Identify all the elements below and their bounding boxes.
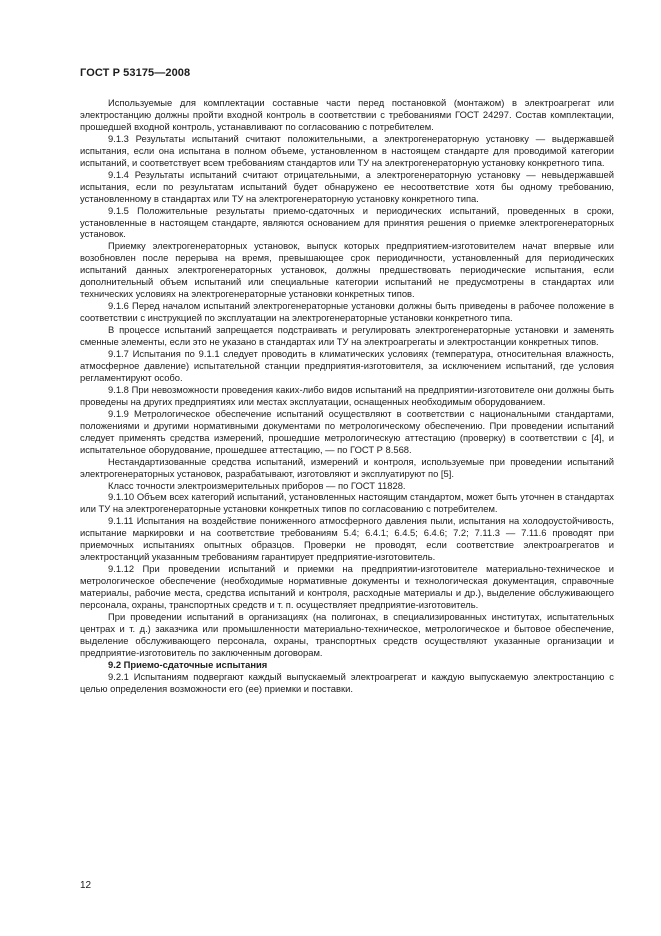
paragraph-9-1-5: 9.1.5 Положительные результаты приемо-сдаточных и периодических испытаний, проведенных в сроки, установленные в настоящем стандарте, являются основанием для принятия решения о приемке электрогенераторных установок. bbox=[80, 204, 614, 240]
paragraph-nonstandard-means: Нестандартизованные средства испытаний, измерений и контроля, используемые при проведении испытаний электрогенераторных установок, разрабатывают, изготовляют и эксплуатируют по [5]. bbox=[80, 455, 614, 479]
paragraph-9-1-4: 9.1.4 Результаты испытаний считают отрицательными, а электрогенераторную установку — невыдержавшей испытания, если по результатам испытаний будет обнаружено ее несоответствие хотя бы одному требованию, установленному в стандартах или ТУ на электрогенераторную установку конкретного типа. bbox=[80, 168, 614, 204]
section-heading-9-2: 9.2 Приемо-сдаточные испытания bbox=[108, 658, 268, 670]
paragraph-9-1-10: 9.1.10 Объем всех категорий испытаний, установленных настоящим стандартом, может быть уточнен в стандартах или ТУ на электрогенераторные установки конкретных типов по согласованию с потребителем. bbox=[80, 491, 614, 515]
paragraph-9-1-7: 9.1.7 Испытания по 9.1.1 следует проводить в климатических условиях (температура, относительная влажность, атмосферное давление) испытательной станции предприятия-изготовителя, за исключением испытаний, где условия регламентируют особо. bbox=[80, 348, 614, 383]
paragraph-9-1-11: 9.1.11 Испытания на воздействие пониженного атмосферного давления пыли, испытания на холодоустойчивость, испытание маркировки и на соответствие требованиям 5.4; 6.4.1; 6.4.5; 6.4.6; 7.2; 7.11.3 — 7.11.6 проводят при приемочных испытаниях опытных образцов. Проверки не проводят, если соответствие электроагрегатов и электростанций указанным требованиям гарантирует предприятие-изготовитель. bbox=[80, 515, 614, 563]
paragraph-external-organizations: При проведении испытаний в организациях (на полигонах, в специализированных институтах, испытательных центрах и т. д.) заказчика или промышленности материально-техническое, метрологическое и бытовое обеспечение, выделение обслуживающего персонала, охраны, транспортных средств осуществляют указанные организации и предприятие-изготовитель по заключенным договорам. bbox=[80, 610, 614, 658]
paragraph-9-2-1: 9.2.1 Испытаниям подвергают каждый выпускаемый электроагрегат и каждую выпускаемую электростанцию с целью определения возможности его (ее) приемки и поставки. bbox=[80, 670, 614, 694]
paragraph-accuracy-class: Класс точности электроизмерительных приборов — по ГОСТ 11828. bbox=[108, 479, 406, 491]
paragraph-9-1-6: 9.1.6 Перед началом испытаний электрогенераторные установки должны быть приведены в рабочее положение в соответствии с инструкцией по эксплуатации на электрогенераторные установки конкретного типа. bbox=[80, 300, 614, 324]
document-body bbox=[80, 97, 614, 695]
paragraph-9-1-9: 9.1.9 Метрологическое обеспечение испытаний осуществляют в соответствии с национальными стандартами, положениями и другими нормативными документами по метрологическому обеспечению. При проведении испытаний следует применять средства измерений, прошедшие метрологическую аттестацию (проверку) в соответствии с [4], и испытательное оборудование, прошедшее аттестацию, — по ГОСТ Р 8.568. bbox=[80, 407, 614, 455]
paragraph-9-1-3: 9.1.3 Результаты испытаний считают положительными, а электрогенераторную установку — выдержавшей испытания, если она испытана в полном объеме, установленном в настоящем стандарте для проводимой категории испытаний, и соответствует всем требованиям стандартов или ТУ на электрогенераторную установку конкретного типа. bbox=[80, 132, 614, 168]
paragraph-9-1-12: 9.1.12 При проведении испытаний и приемки на предприятии-изготовителе материально-техническое и метрологическое обеспечение (необходимые нормативные документы и технологическая документация, справочные материалы, рабочие места, средства испытаний и контроля, расходные материалы и др.), выделение обслуживающего персонала, охраны, транспортных средств и т. п. осуществляет предприятие-изготовитель. bbox=[80, 563, 614, 611]
document-header: ГОСТ Р 53175—2008 bbox=[80, 67, 191, 79]
paragraph-acceptance-periodic: Приемку электрогенераторных установок, выпуск которых предприятием-изготовителем начат впервые или возобновлен после перерыва на время, превышающее срок периодичности, установленный для периодических испытаний данных электрогенераторных установок, должны предшествовать периодические испытания, если дополнительный объем испытаний или специальные категории испытаний не предусмотрены в стандартах или технических условиях на электрогенераторные установки конкретных типов. bbox=[80, 240, 614, 300]
paragraph-adjustment-prohibited: В процессе испытаний запрещается подстраивать и регулировать электрогенераторные установки и заменять сменные элементы, если это не указано в стандартах или ТУ на электроагрегаты и электростанции конкретных типов. bbox=[80, 324, 614, 348]
page-number: 12 bbox=[80, 880, 92, 891]
paragraph-components-input-control: Используемые для комплектации составные части перед постановкой (монтажом) в электроагрегат или электростанцию должны пройти входной контроль в соответствии с требованиями ГОСТ 24297. Состав комплектации, прошедшей входной контроль, устанавливают по согласованию с потребителем. bbox=[80, 97, 614, 132]
paragraph-9-1-8: 9.1.8 При невозможности проведения каких-либо видов испытаний на предприятии-изготовителе они должны быть проведены на других предприятиях или местах эксплуатации, оснащенных необходимым оборудованием. bbox=[80, 383, 614, 407]
